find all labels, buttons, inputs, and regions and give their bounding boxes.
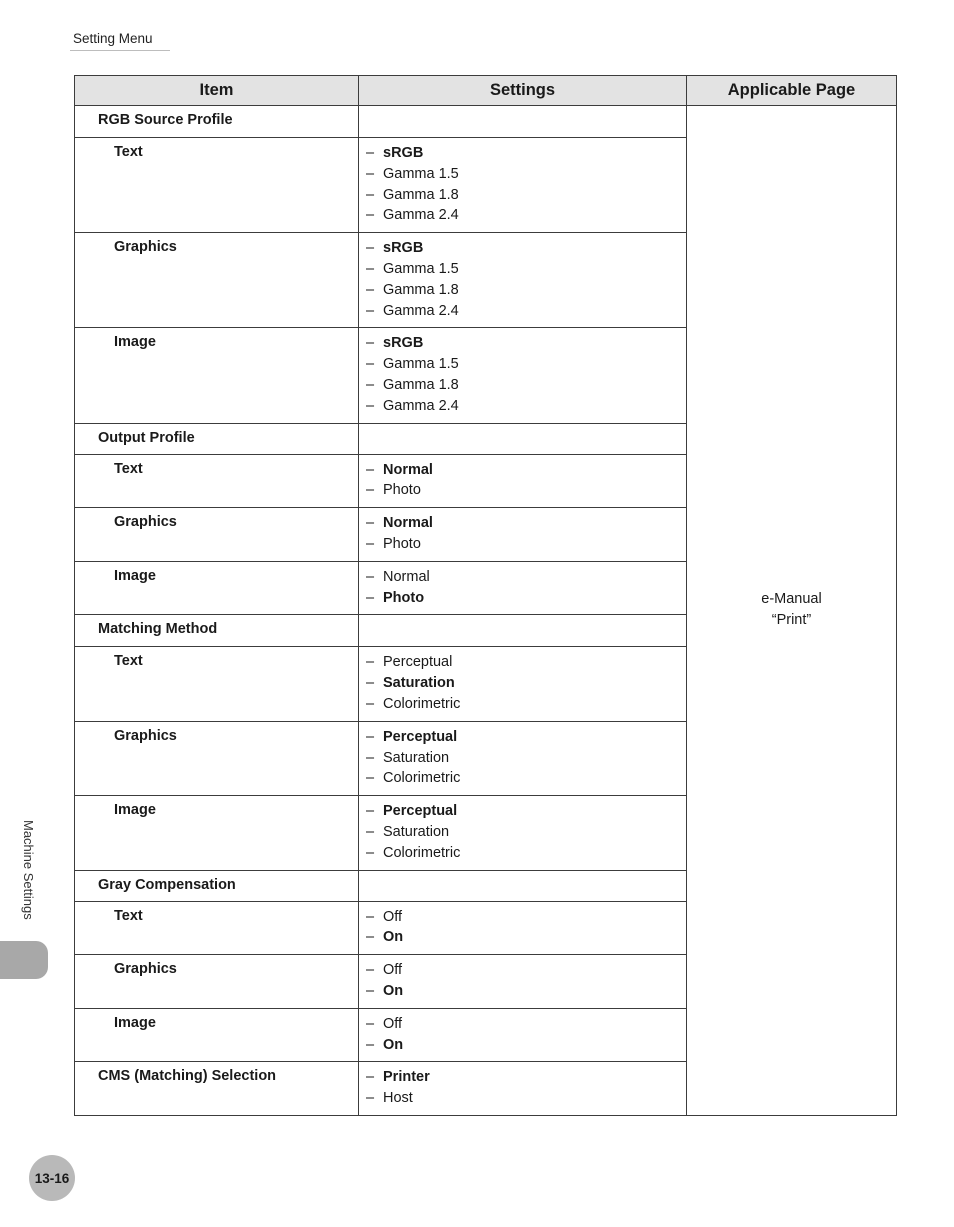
settings-cell [359,328,687,423]
dash-bullet: – [366,240,375,257]
setting-option [366,1014,686,1035]
setting-option-default [366,727,686,748]
dash-bullet: – [366,260,375,277]
item-label: Graphics [114,727,177,744]
setting-option-label: On [383,929,404,946]
item-label: Graphics [114,961,177,978]
dash-bullet: – [366,728,375,745]
setting-option-label: Perceptual [383,803,458,820]
dash-bullet: – [366,654,375,671]
dash-bullet: – [366,165,375,182]
setting-option-label: Host [383,1090,413,1107]
setting-option-default [366,238,686,259]
setting-option-label: Gamma 1.8 [383,186,459,203]
setting-option-label: Off [383,1015,403,1032]
settings-cell [359,106,687,138]
chapter-side-label: Machine Settings [21,820,36,920]
setting-option [366,768,686,789]
item-label: CMS (Matching) Selection [98,1068,277,1085]
setting-option-default [366,927,686,948]
settings-cell [359,870,687,901]
dash-bullet: – [366,908,375,925]
setting-option [366,694,686,715]
setting-option-label: Off [383,962,403,979]
setting-option-label: Gamma 1.5 [383,260,459,277]
item-label: RGB Source Profile [98,112,233,128]
setting-option-label: Gamma 1.8 [383,376,459,393]
dash-bullet: – [366,929,375,946]
item-cell [75,615,359,647]
dash-bullet: – [366,281,375,298]
dash-bullet: – [366,186,375,203]
dash-bullet: – [366,1069,375,1086]
dash-bullet: – [366,376,375,393]
table-row [75,106,897,138]
setting-option-label: sRGB [383,145,424,161]
setting-option [366,748,686,769]
sub-item-cell [75,561,359,615]
dash-bullet: – [366,335,375,352]
dash-bullet: – [366,515,375,532]
page-number-badge [29,1155,75,1201]
setting-option [366,396,686,417]
setting-option-label: Gamma 1.5 [383,356,459,373]
settings-cell [359,138,687,233]
setting-option [366,205,686,226]
setting-option-label: Gamma 1.5 [383,165,459,182]
setting-option [366,843,686,864]
setting-option-label: Photo [383,589,425,606]
settings-cell [359,721,687,795]
setting-option-label: Normal [383,515,433,532]
setting-option-default [366,673,686,694]
item-label: Graphics [114,514,177,531]
setting-option-default [366,1035,686,1056]
item-label: Image [114,802,156,819]
setting-option [366,354,686,375]
setting-option-label: Colorimetric [383,770,461,787]
setting-option-label: On [383,1036,404,1053]
item-label: Text [114,907,143,924]
setting-option-label: On [383,982,404,999]
sub-item-cell [75,328,359,423]
setting-option-default [366,801,686,822]
settings-cell [359,454,687,508]
setting-option-label: Perceptual [383,654,453,671]
setting-option-default [366,588,686,609]
setting-option [366,259,686,280]
settings-cell [359,615,687,647]
table-body [75,106,897,1116]
dash-bullet: – [366,589,375,606]
item-cell [75,1062,359,1116]
applicable-page-manual: e-Manual [761,591,822,608]
setting-option-label: Printer [383,1069,430,1086]
setting-option-label: Saturation [383,675,455,692]
sub-item-cell [75,454,359,508]
setting-option-default [366,143,686,164]
item-cell [75,870,359,901]
setting-option [366,907,686,928]
setting-option [366,185,686,206]
sub-item-cell [75,901,359,955]
setting-option-label: Photo [383,535,421,552]
dash-bullet: – [366,397,375,414]
setting-option [366,1088,686,1109]
setting-option-label: sRGB [383,335,424,352]
settings-cell [359,1062,687,1116]
dash-bullet: – [366,535,375,552]
setting-option [366,822,686,843]
dash-bullet: – [366,1015,375,1032]
settings-cell [359,647,687,721]
sub-item-cell [75,1008,359,1062]
setting-option-label: Saturation [383,749,450,766]
setting-option [366,960,686,981]
column-header-item: Item [75,76,359,106]
setting-option-label: Gamma 2.4 [383,397,459,414]
setting-option-default [366,981,686,1002]
dash-bullet: – [366,844,375,861]
setting-option [366,480,686,501]
item-label: Output Profile [98,429,195,446]
item-label: Gray Compensation [98,876,236,893]
item-label: Text [114,144,143,160]
settings-cell [359,796,687,870]
setting-option [366,301,686,322]
setting-option-default [366,513,686,534]
sub-item-cell [75,647,359,721]
applicable-page-cell [687,106,897,1116]
item-label: Graphics [114,239,177,256]
dash-bullet: – [366,461,375,478]
header-underline [70,50,170,51]
dash-bullet: – [366,302,375,319]
table-header-row [75,76,897,106]
setting-option-label: Colorimetric [383,844,461,861]
dash-bullet: – [366,675,375,692]
item-label: Text [114,653,143,670]
item-label: Text [114,460,143,477]
setting-option [366,164,686,185]
dash-bullet: – [366,982,375,999]
setting-option-label: Saturation [383,823,450,840]
settings-cell [359,561,687,615]
setting-option-label: Off [383,908,403,925]
dash-bullet: – [366,568,375,585]
sub-item-cell [75,138,359,233]
dash-bullet: – [366,207,375,224]
sub-item-cell [75,955,359,1009]
dash-bullet: – [366,803,375,820]
dash-bullet: – [366,356,375,373]
dash-bullet: – [366,1090,375,1107]
section-header: Setting Menu [73,31,153,46]
item-label: Image [114,567,156,584]
setting-option-label: Normal [383,568,430,585]
settings-table [74,75,897,1116]
setting-option-label: Perceptual [383,728,458,745]
setting-option [366,280,686,301]
item-cell [75,423,359,454]
setting-option-label: sRGB [383,240,424,257]
dash-bullet: – [366,749,375,766]
settings-cell [359,1008,687,1062]
settings-cell [359,955,687,1009]
setting-option [366,652,686,673]
setting-option [366,375,686,396]
item-label: Image [114,334,156,351]
sub-item-cell [75,796,359,870]
setting-option-label: Normal [383,461,433,478]
item-label: Image [114,1014,156,1031]
dash-bullet: – [366,770,375,787]
dash-bullet: – [366,482,375,499]
setting-option-default [366,1067,686,1088]
settings-cell [359,233,687,328]
dash-bullet: – [366,823,375,840]
sub-item-cell [75,233,359,328]
applicable-page-section: “Print” [771,612,812,629]
setting-option [366,567,686,588]
setting-option-default [366,333,686,354]
column-header-settings: Settings [359,76,687,106]
item-label: Matching Method [98,621,218,638]
dash-bullet: – [366,695,375,712]
chapter-tab [0,941,48,979]
dash-bullet: – [366,1036,375,1053]
setting-option-label: Colorimetric [383,695,461,712]
setting-option-default [366,460,686,481]
page-number: 13-16 [34,1170,70,1186]
setting-option-label: Gamma 2.4 [383,302,459,319]
settings-cell [359,508,687,562]
settings-cell [359,901,687,955]
sub-item-cell [75,721,359,795]
dash-bullet: – [366,962,375,979]
column-header-applicable-page: Applicable Page [687,76,897,106]
sub-item-cell [75,508,359,562]
dash-bullet: – [366,145,375,161]
setting-option-label: Gamma 1.8 [383,281,459,298]
settings-cell [359,423,687,454]
setting-option-label: Gamma 2.4 [383,207,459,224]
setting-option-label: Photo [383,482,421,499]
setting-option [366,534,686,555]
item-cell [75,106,359,138]
